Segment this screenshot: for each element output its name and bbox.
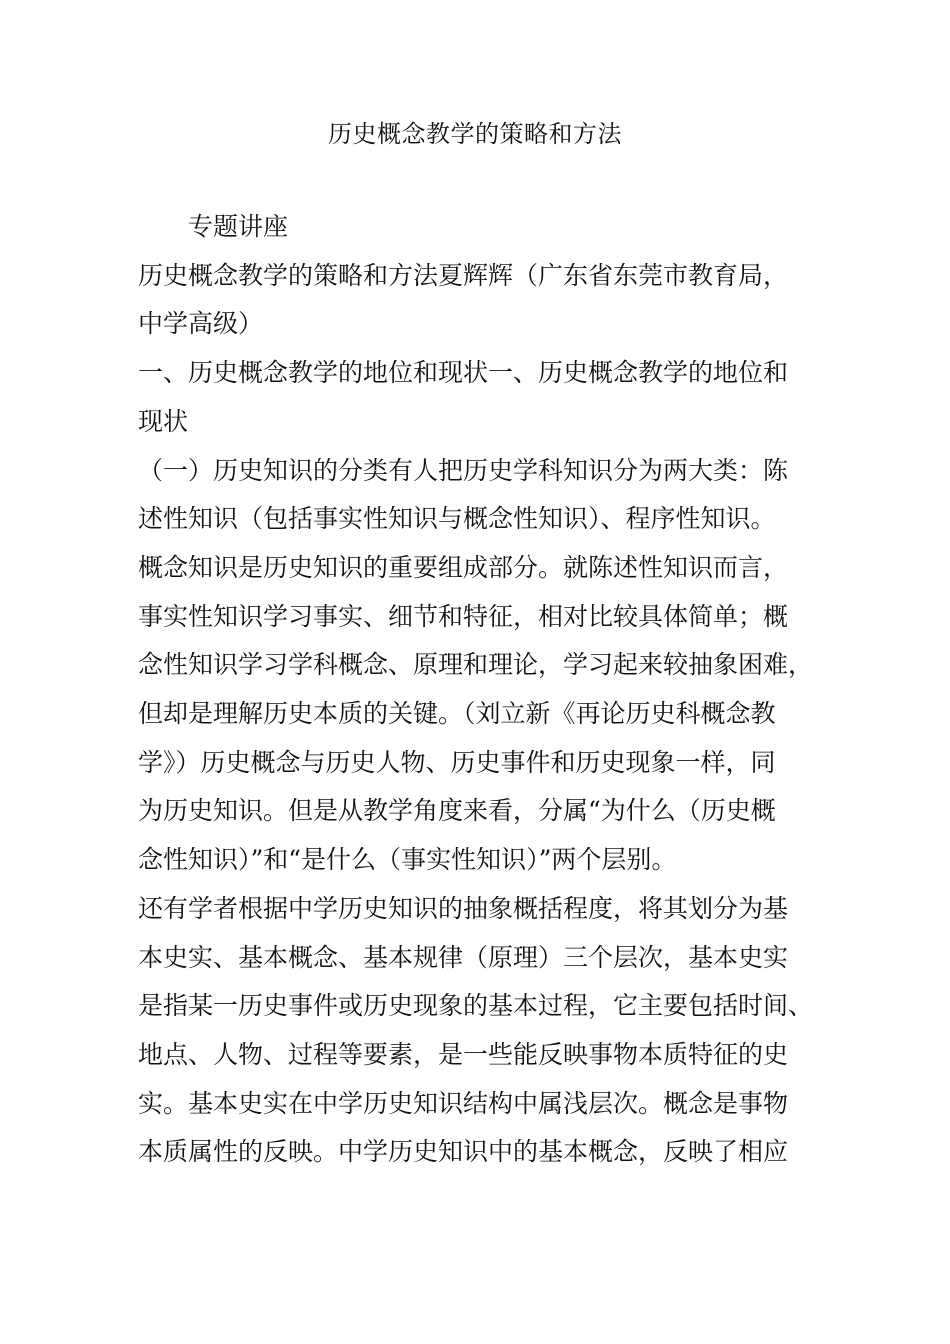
text-line: 述性知识（包括事实性知识与概念性知识）、程序性知识。 bbox=[138, 504, 776, 534]
document-body bbox=[138, 203, 814, 1177]
text-line: 为历史知识。但是从教学角度来看，分属“为什么（历史概 bbox=[138, 796, 776, 826]
subheading-line: 专题讲座 bbox=[188, 212, 289, 241]
text-line: 地点、人物、过程等要素，是一些能反映事物本质特征的史 bbox=[138, 1039, 789, 1069]
text-line: （一）历史知识的分类有人把历史学科知识分为两大类：陈 bbox=[138, 455, 789, 485]
text-line: 中学高级） bbox=[138, 309, 264, 339]
document-title: 历史概念教学的策略和方法 bbox=[328, 120, 622, 148]
text-line: 本质属性的反映。中学历史知识中的基本概念，反映了相应 bbox=[138, 1137, 789, 1167]
text-line: 还有学者根据中学历史知识的抽象概括程度，将其划分为基 bbox=[138, 893, 789, 923]
text-line: 学》）历史概念与历史人物、历史事件和历史现象一样，同 bbox=[138, 747, 776, 777]
text-line: 一、历史概念教学的地位和现状一、历史概念教学的地位和 bbox=[138, 358, 789, 388]
text-line: 是指某一历史事件或历史现象的基本过程，它主要包括时间、 bbox=[138, 991, 814, 1021]
text-line: 但却是理解历史本质的关键。（刘立新《再论历史科概念教 bbox=[138, 699, 776, 729]
text-line: 事实性知识学习事实、细节和特征，相对比较具体简单；概 bbox=[138, 601, 789, 631]
text-line: 念性知识学习学科概念、原理和理论，学习起来较抽象困难， bbox=[138, 650, 814, 680]
text-line: 实。基本史实在中学历史知识结构中属浅层次。概念是事物 bbox=[138, 1088, 789, 1118]
text-line: 历史概念教学的策略和方法夏辉辉（广东省东莞市教育局， bbox=[138, 260, 789, 290]
text-line: 念性知识）”和“是什么（事实性知识）”两个层别。 bbox=[138, 845, 677, 875]
text-line: 概念知识是历史知识的重要组成部分。就陈述性知识而言， bbox=[138, 552, 789, 582]
text-line: 现状 bbox=[138, 406, 189, 436]
text-line: 本史实、基本概念、基本规律（原理）三个层次，基本史实 bbox=[138, 942, 789, 972]
